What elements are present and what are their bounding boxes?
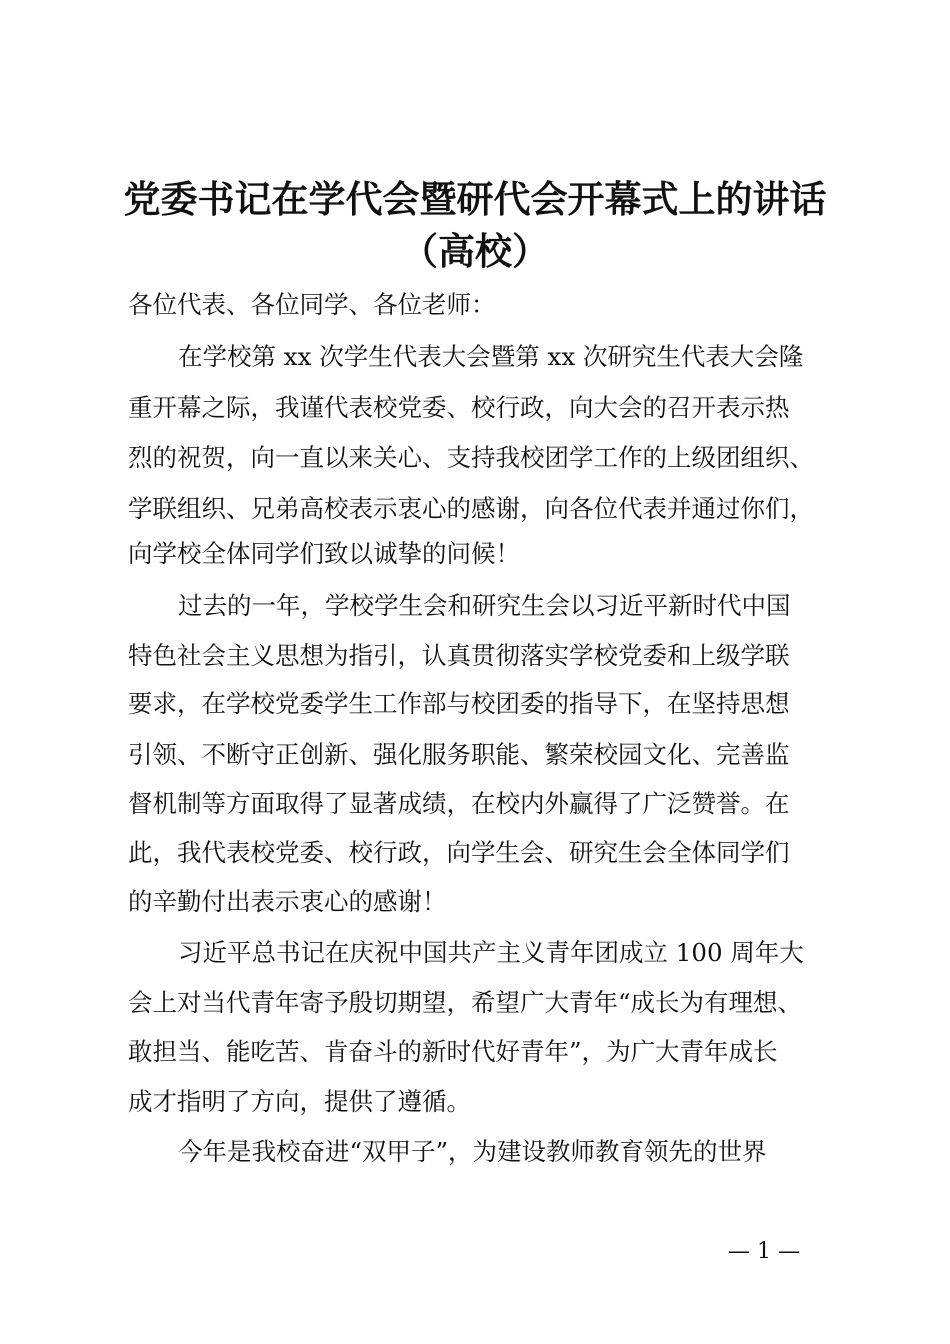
- paragraph-1-line: 烈的祝贺，向一直以来关心、支持我校团学工作的上级团组织、: [128, 443, 814, 472]
- paragraph-3-line: 会上对当代青年寄予殷切期望，希望广大青年“成长为有理想、: [128, 988, 803, 1017]
- document-subtitle: （高校）: [401, 229, 549, 273]
- page-number: — 1 —: [728, 1239, 800, 1264]
- paragraph-2-line: 特色社会主义思想为指引，认真贯彻落实学校党委和上级学联: [128, 641, 790, 670]
- paragraph-4-line: 今年是我校奋进“双甲子”，为建设教师教育领先的世界: [178, 1137, 767, 1166]
- paragraph-3-line: 敢担当、能吃苦、肯奋斗的新时代好青年”，为广大青年成长: [128, 1037, 778, 1066]
- paragraph-2-line: 的辛勤付出表示衷心的感谢！: [128, 887, 447, 916]
- paragraph-2-line: 督机制等方面取得了显著成绩，在校内外赢得了广泛赞誉。在: [128, 789, 790, 818]
- paragraph-1-line: 在学校第 xx 次学生代表大会暨第 xx 次研究生代表大会隆: [178, 342, 804, 371]
- paragraph-2-line: 引领、不断守正创新、强化服务职能、繁荣校园文化、完善监: [128, 740, 790, 769]
- paragraph-2-line: 要求，在学校党委学生工作部与校团委的指导下，在坚持思想: [128, 689, 790, 718]
- paragraph-3-line: 成才指明了方向，提供了遵循。: [128, 1087, 471, 1116]
- paragraph-1-line: 向学校全体同学们致以诚挚的问候！: [128, 539, 520, 568]
- paragraph-1-line: 重开幕之际，我谨代表校党委、校行政，向大会的召开表示热: [128, 393, 790, 422]
- paragraph-2-line: 过去的一年，学校学生会和研究生会以习近平新时代中国: [178, 591, 791, 620]
- paragraph-3-line: 习近平总书记在庆祝中国共产主义青年团成立 100 周年大: [178, 938, 804, 967]
- salutation: 各位代表、各位同学、各位老师：: [128, 290, 496, 319]
- document-title: 党委书记在学代会暨研代会开幕式上的讲话: [123, 177, 827, 221]
- paragraph-2-line: 此，我代表校党委、校行政，向学生会、研究生会全体同学们: [128, 838, 790, 867]
- paragraph-1-line: 学联组织、兄弟高校表示衷心的感谢，向各位代表并通过你们，: [128, 494, 814, 523]
